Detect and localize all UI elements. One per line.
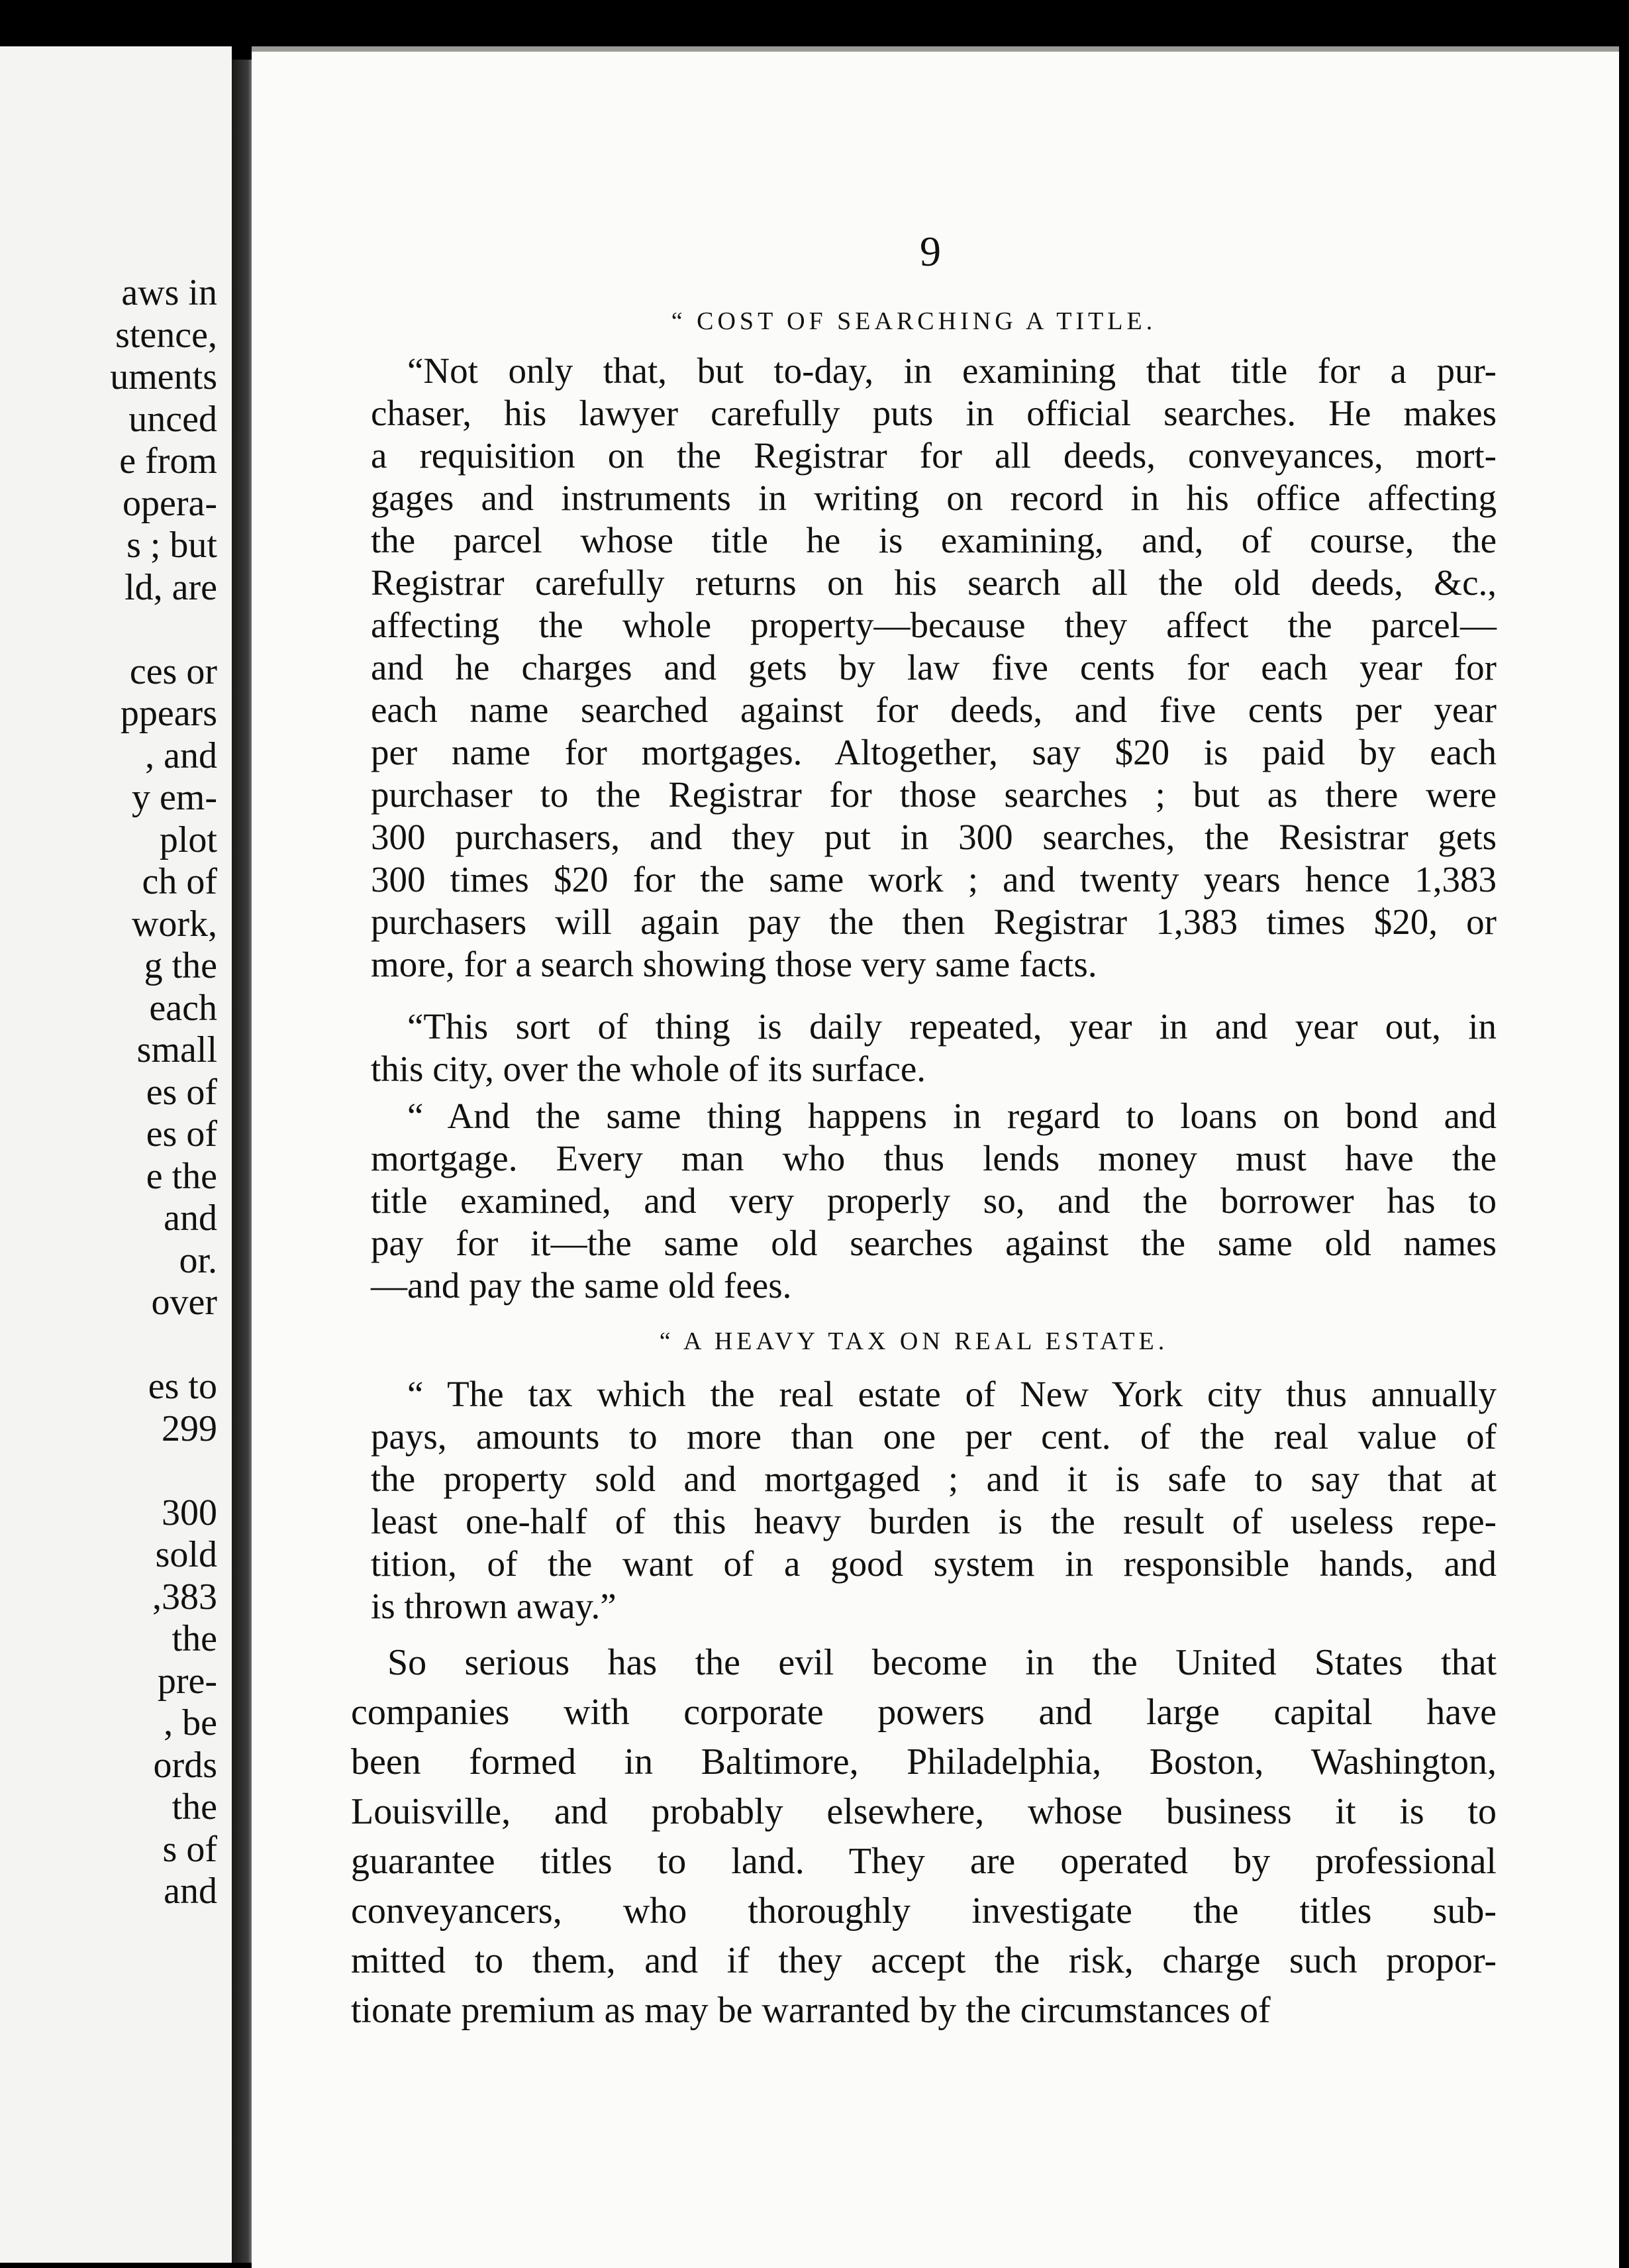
previous-page-line: stence, xyxy=(115,314,217,356)
paragraph-3 xyxy=(371,1095,1497,1307)
previous-page-line: each xyxy=(149,987,217,1029)
text-line: tionate premium as may be warranted by the circumstances of xyxy=(351,1990,1271,2031)
text-line: Louisville, and probably elsewhere, whose business it is to xyxy=(351,1791,1497,1832)
previous-page-line: the xyxy=(172,1618,217,1659)
paragraph-1 xyxy=(371,350,1497,986)
previous-page-line: pre- xyxy=(157,1660,217,1702)
text-line: mortgage. Every man who thus lends money must have the xyxy=(371,1138,1497,1178)
previous-page-line: or. xyxy=(179,1239,217,1281)
previous-page-line: the xyxy=(172,1786,217,1828)
previous-page-line: plot xyxy=(159,819,217,860)
previous-page-line: unced xyxy=(128,398,217,440)
previous-page-line: ld, are xyxy=(124,566,217,608)
text-line: —and pay the same old fees. xyxy=(371,1265,792,1306)
paragraph-4 xyxy=(371,1373,1497,1627)
previous-page-line: s ; but xyxy=(126,525,217,566)
text-line: conveyancers, who thoroughly investigate the titles sub- xyxy=(351,1890,1497,1932)
previous-page-line: es of xyxy=(146,1113,217,1155)
paragraph-5 xyxy=(351,1638,1497,2036)
page xyxy=(252,46,1619,2268)
text-line: and he charges and gets by law five cents for each year for xyxy=(371,647,1497,688)
text-line: the property sold and mortgaged ; and it is safe to say that at xyxy=(371,1459,1497,1499)
text-line: been formed in Baltimore, Philadelphia, Boston, Washington, xyxy=(351,1741,1497,1782)
text-line: tition, of the want of a good system in responsible hands, and xyxy=(371,1543,1497,1584)
previous-page-line: ch of xyxy=(142,861,217,902)
text-line: Registrar carefully returns on his search all the old deeds, &c., xyxy=(371,562,1497,603)
text-line: “ The tax which the real estate of New York city thus annually xyxy=(407,1374,1497,1414)
previous-page-line: y em- xyxy=(131,777,217,818)
text-line: mitted to them, and if they accept the risk, charge such propor- xyxy=(351,1940,1497,1981)
text-line: pays, amounts to more than one per cent. of the real value of xyxy=(371,1416,1497,1457)
text-line: each name searched against for deeds, and five cents per year xyxy=(371,690,1497,730)
text-line: title examined, and very properly so, and the borrower has to xyxy=(371,1180,1497,1221)
page-number: 9 xyxy=(920,228,941,275)
previous-page-line: opera- xyxy=(122,482,217,524)
previous-page-line: es to xyxy=(148,1366,217,1407)
text-line: gages and instruments in writing on record in his office affecting xyxy=(371,478,1497,518)
previous-page-line: ces or xyxy=(129,650,217,692)
text-line: chaser, his lawyer carefully puts in official searches. He makes xyxy=(371,393,1497,433)
previous-page-line: sold xyxy=(155,1534,217,1575)
text-line: purchaser to the Registrar for those searches ; but as there were xyxy=(371,774,1497,815)
previous-page-line: small xyxy=(136,1029,217,1070)
section-heading-heavy-tax: “ A HEAVY TAX ON REAL ESTATE. xyxy=(659,1327,1169,1355)
text-line: least one-half of this heavy burden is the result of useless repe- xyxy=(371,1501,1497,1541)
previous-page-line: e the xyxy=(146,1155,217,1197)
previous-page-line: aws in xyxy=(121,272,217,313)
text-line: per name for mortgages. Altogether, say $20 is paid by each xyxy=(371,732,1497,772)
text-line: more, for a search showing those very same facts. xyxy=(371,944,1097,984)
text-line: 300 purchasers, and they put in 300 searches, the Resistrar gets xyxy=(371,817,1497,857)
previous-page-line: and xyxy=(164,1198,217,1239)
text-line: a requisition on the Registrar for all deeds, conveyances, mort- xyxy=(371,435,1497,476)
previous-page-line: , and xyxy=(145,735,217,776)
previous-page-line: g the xyxy=(144,945,217,986)
paragraph-2 xyxy=(371,1005,1497,1090)
previous-page-line: over xyxy=(151,1282,217,1323)
text-line: 300 times $20 for the same work ; and twenty years hence 1,383 xyxy=(371,859,1497,900)
text-line: the parcel whose title he is examining, and, of course, the xyxy=(371,520,1497,560)
text-line: this city, over the whole of its surface. xyxy=(371,1049,926,1089)
text-line: pay for it—the same old searches against the same old names xyxy=(371,1223,1497,1263)
text-line: affecting the whole property—because they affect the parcel— xyxy=(371,605,1497,645)
previous-page-line: 300 xyxy=(162,1492,217,1533)
previous-page-line: s of xyxy=(162,1828,217,1870)
text-line: “ And the same thing happens in regard to loans on bond and xyxy=(407,1096,1497,1136)
previous-page-line: uments xyxy=(110,356,217,397)
previous-page-line: ,383 xyxy=(152,1576,217,1618)
text-line: So serious has the evil become in the United States that xyxy=(387,1642,1497,1683)
previous-page-line: , be xyxy=(164,1702,217,1743)
text-line: purchasers will again pay the then Registrar 1,383 times $20, or xyxy=(371,902,1497,942)
previous-page-line: ords xyxy=(153,1744,217,1786)
text-line: guarantee titles to land. They are operated by professional xyxy=(351,1841,1497,1882)
previous-page-line: 299 xyxy=(162,1408,217,1449)
previous-page-line: ppears xyxy=(120,693,217,734)
previous-page-line: work, xyxy=(131,903,217,945)
section-heading-cost-of-searching: “ COST OF SEARCHING A TITLE. xyxy=(671,307,1157,335)
previous-page-line: es of xyxy=(146,1071,217,1113)
previous-page-fragment xyxy=(0,46,232,2263)
previous-page-line: e from xyxy=(119,440,217,482)
previous-page-line: and xyxy=(164,1871,217,1912)
text-line: “Not only that, but to-day, in examining that title for a pur- xyxy=(407,350,1497,391)
text-line: is thrown away.” xyxy=(371,1586,617,1626)
text-line: “This sort of thing is daily repeated, year in and year out, in xyxy=(407,1006,1497,1047)
text-line: companies with corporate powers and large capital have xyxy=(351,1692,1497,1733)
